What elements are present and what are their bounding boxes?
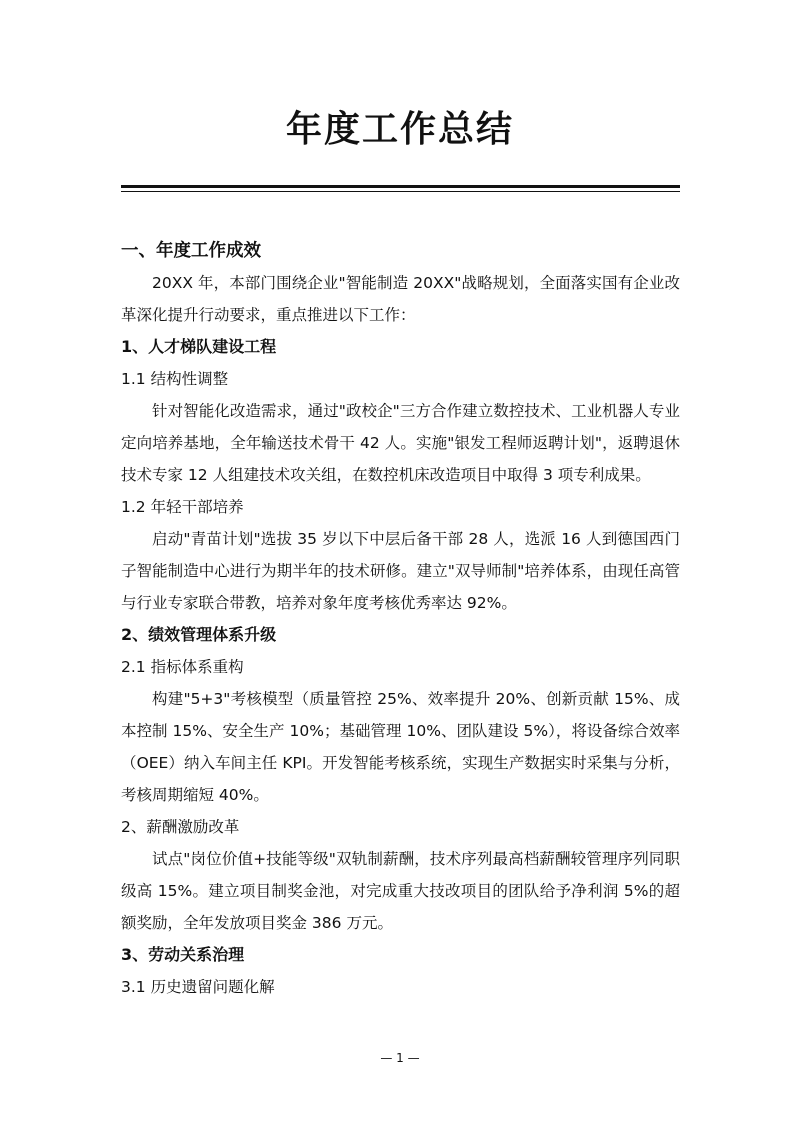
paragraph-salary-reform: 试点"岗位价值+技能等级"双轨制薪酬，技术序列最高档薪酬较管理序列同职级高 15%。建立项目制奖金池，对完成重大技改项目的团队给予净利润 5%的超额奖励，全年发放项目奖金 386 万元。 — [121, 850, 680, 932]
subheading-legacy-issues: 3.1 历史遗留问题化解 — [121, 978, 275, 996]
title-divider-thin — [121, 191, 680, 192]
subsection-heading-talent: 1、人才梯队建设工程 — [121, 337, 277, 356]
document-body — [121, 235, 680, 1003]
subheading-salary-reform: 2、薪酬激励改革 — [121, 818, 240, 836]
subsection-heading-performance: 2、绩效管理体系升级 — [121, 625, 277, 644]
subheading-young-cadre: 1.2 年轻干部培养 — [121, 498, 244, 516]
paragraph-young-cadre: 启动"青苗计划"选拔 35 岁以下中层后备干部 28 人，选派 16 人到德国西门子智能制造中心进行为期半年的技术研修。建立"双导师制"培养体系，由现任高管与行业专家联合带教，培养对象年度考核优秀率达 92%。 — [121, 530, 680, 612]
section-heading-1: 一、年度工作成效 — [121, 241, 261, 261]
document-title: 年度工作总结 — [285, 109, 514, 150]
subheading-structural-adjustment: 1.1 结构性调整 — [121, 370, 229, 388]
paragraph-structural-adjustment: 针对智能化改造需求，通过"政校企"三方合作建立数控技术、工业机器人专业定向培养基地，全年输送技术骨干 42 人。实施"银发工程师返聘计划"，返聘退休技术专家 12 人组建技术攻关组，在数控机床改造项目中取得 3 项专利成果。 — [121, 402, 680, 484]
subsection-heading-labor-relations: 3、劳动关系治理 — [121, 945, 245, 964]
intro-paragraph: 20XX 年，本部门围绕企业"智能制造 20XX"战略规划，全面落实国有企业改革深化提升行动要求，重点推进以下工作： — [121, 274, 680, 324]
subheading-indicator-system: 2.1 指标体系重构 — [121, 658, 244, 676]
paragraph-indicator-system: 构建"5+3"考核模型（质量管控 25%、效率提升 20%、创新贡献 15%、成本控制 15%、安全生产 10%；基础管理 10%、团队建设 5%），将设备综合效率（OEE）纳入车间主任 KPI。开发智能考核系统，实现生产数据实时采集与分析，考核周期缩短 40%。 — [121, 690, 680, 804]
title-divider-thick — [121, 185, 680, 188]
page-number: — 1 — — [380, 1051, 420, 1065]
